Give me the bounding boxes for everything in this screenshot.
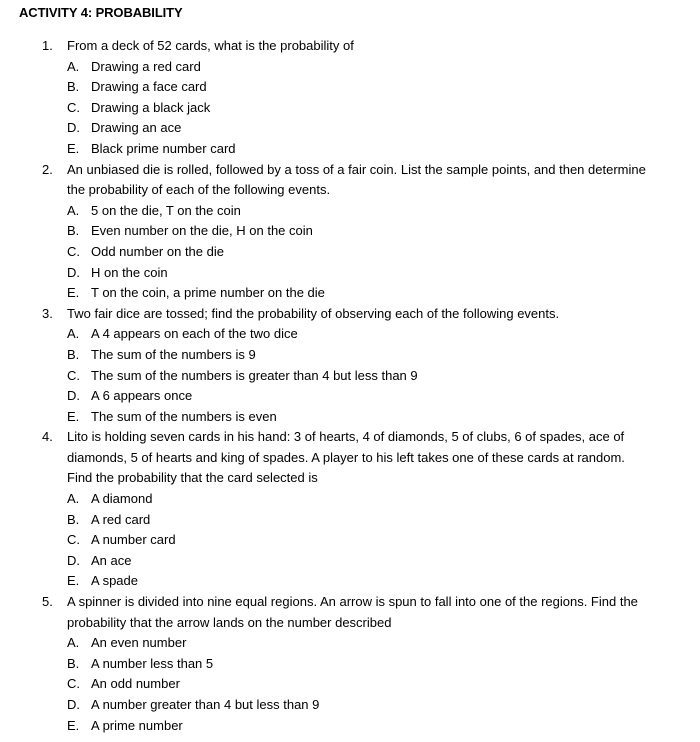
option-text: A red card bbox=[91, 511, 151, 527]
option-item bbox=[67, 201, 700, 222]
option-item bbox=[67, 98, 700, 119]
option-item bbox=[67, 407, 700, 428]
option-letter: B. bbox=[67, 655, 80, 671]
question-number: 3. bbox=[42, 305, 53, 321]
option-letter: D. bbox=[67, 120, 80, 136]
option-letter: D. bbox=[67, 697, 80, 712]
question-item bbox=[19, 592, 700, 736]
question-text: From a deck of 52 cards, what is the probability of bbox=[67, 38, 354, 53]
option-item bbox=[67, 530, 700, 551]
option-list bbox=[67, 489, 700, 592]
option-text: A number less than 5 bbox=[91, 655, 214, 671]
question-item bbox=[19, 427, 700, 592]
option-text: Drawing an ace bbox=[91, 120, 182, 136]
option-item bbox=[67, 633, 700, 654]
option-item bbox=[67, 366, 700, 387]
option-list bbox=[67, 324, 700, 427]
activity-title: ACTIVITY 4: PROBABILITY bbox=[19, 5, 183, 20]
option-text: A diamond bbox=[91, 491, 153, 507]
option-text: Even number on the die, H on the coin bbox=[91, 223, 313, 239]
option-item bbox=[67, 242, 700, 263]
question-item bbox=[19, 36, 700, 160]
question-item bbox=[19, 304, 700, 428]
option-item bbox=[67, 551, 700, 572]
option-item bbox=[67, 57, 700, 78]
question-number: 1. bbox=[42, 38, 53, 53]
option-item bbox=[67, 139, 700, 160]
question-number: 4. bbox=[42, 429, 53, 445]
option-letter: A. bbox=[67, 491, 80, 507]
option-letter: A. bbox=[67, 202, 80, 218]
option-item bbox=[67, 510, 700, 531]
option-text: An odd number bbox=[91, 676, 180, 692]
option-letter: C. bbox=[67, 243, 80, 259]
question-number: 2. bbox=[42, 161, 53, 177]
option-text: Drawing a face card bbox=[91, 79, 207, 95]
option-letter: E. bbox=[67, 573, 80, 589]
option-text: Drawing a red card bbox=[91, 58, 201, 74]
option-item bbox=[67, 489, 700, 510]
option-text: A spade bbox=[91, 573, 138, 589]
option-item bbox=[67, 221, 700, 242]
option-letter: A. bbox=[67, 58, 80, 74]
option-item bbox=[67, 695, 700, 716]
option-item bbox=[67, 654, 700, 675]
option-letter: C. bbox=[67, 676, 80, 692]
question-text: An unbiased die is rolled, followed by a toss of a fair coin. List the sample points, and then determine the probability of each of the following events. bbox=[67, 161, 646, 198]
option-letter: A. bbox=[67, 635, 80, 651]
question-item bbox=[19, 160, 700, 304]
option-text: A 6 appears once bbox=[91, 388, 193, 404]
option-item bbox=[67, 263, 700, 284]
option-letter: B. bbox=[67, 511, 80, 527]
question-number: 5. bbox=[42, 594, 53, 610]
option-item bbox=[67, 386, 700, 407]
option-letter: E. bbox=[67, 140, 80, 156]
option-text: A number greater than 4 but less than 9 bbox=[91, 697, 320, 712]
question-list bbox=[19, 36, 700, 736]
option-text: The sum of the numbers is 9 bbox=[91, 346, 256, 362]
option-letter: E. bbox=[67, 717, 80, 733]
option-item bbox=[67, 674, 700, 695]
option-text: A prime number bbox=[91, 717, 183, 733]
option-letter: B. bbox=[67, 223, 80, 239]
option-item bbox=[67, 345, 700, 366]
option-letter: C. bbox=[67, 99, 80, 115]
option-list bbox=[67, 633, 700, 736]
option-text: Odd number on the die bbox=[91, 243, 224, 259]
option-text: An ace bbox=[91, 552, 132, 568]
option-letter: D. bbox=[67, 388, 80, 404]
option-item bbox=[67, 283, 700, 304]
option-item bbox=[67, 77, 700, 98]
option-text: Drawing a black jack bbox=[91, 99, 211, 115]
option-letter: C. bbox=[67, 532, 80, 548]
option-text: H on the coin bbox=[91, 264, 168, 280]
option-text: The sum of the numbers is even bbox=[91, 408, 277, 424]
option-letter: B. bbox=[67, 346, 80, 362]
option-letter: D. bbox=[67, 264, 80, 280]
option-item bbox=[67, 324, 700, 345]
option-text: A number card bbox=[91, 532, 176, 548]
option-letter: C. bbox=[67, 367, 80, 383]
option-text: Black prime number card bbox=[91, 140, 236, 156]
option-letter: B. bbox=[67, 79, 80, 95]
option-item bbox=[67, 118, 700, 139]
option-text: T on the coin, a prime number on the die bbox=[91, 285, 325, 301]
option-text: An even number bbox=[91, 635, 187, 651]
question-text: Lito is holding seven cards in his hand: 3 of hearts, 4 of diamonds, 5 of clubs, 6 of spades, ace of diamonds, 5 of hearts and king of spades. A player to his left takes one of these cards at random. Find the probability that the card selected is bbox=[67, 429, 625, 486]
option-text: The sum of the numbers is greater than 4 but less than 9 bbox=[91, 367, 418, 383]
option-text: A 4 appears on each of the two dice bbox=[91, 326, 298, 342]
question-text: Two fair dice are tossed; find the probability of observing each of the following events. bbox=[67, 305, 560, 321]
option-letter: D. bbox=[67, 552, 80, 568]
option-item bbox=[67, 571, 700, 592]
option-letter: A. bbox=[67, 326, 80, 342]
option-list bbox=[67, 57, 700, 160]
option-list bbox=[67, 201, 700, 304]
option-letter: E. bbox=[67, 408, 80, 424]
question-text: A spinner is divided into nine equal regions. An arrow is spun to fall into one of the regions. Find the probability that the arrow lands on the number described bbox=[67, 594, 638, 630]
option-text: 5 on the die, T on the coin bbox=[91, 202, 241, 218]
option-item bbox=[67, 716, 700, 737]
option-letter: E. bbox=[67, 285, 80, 301]
